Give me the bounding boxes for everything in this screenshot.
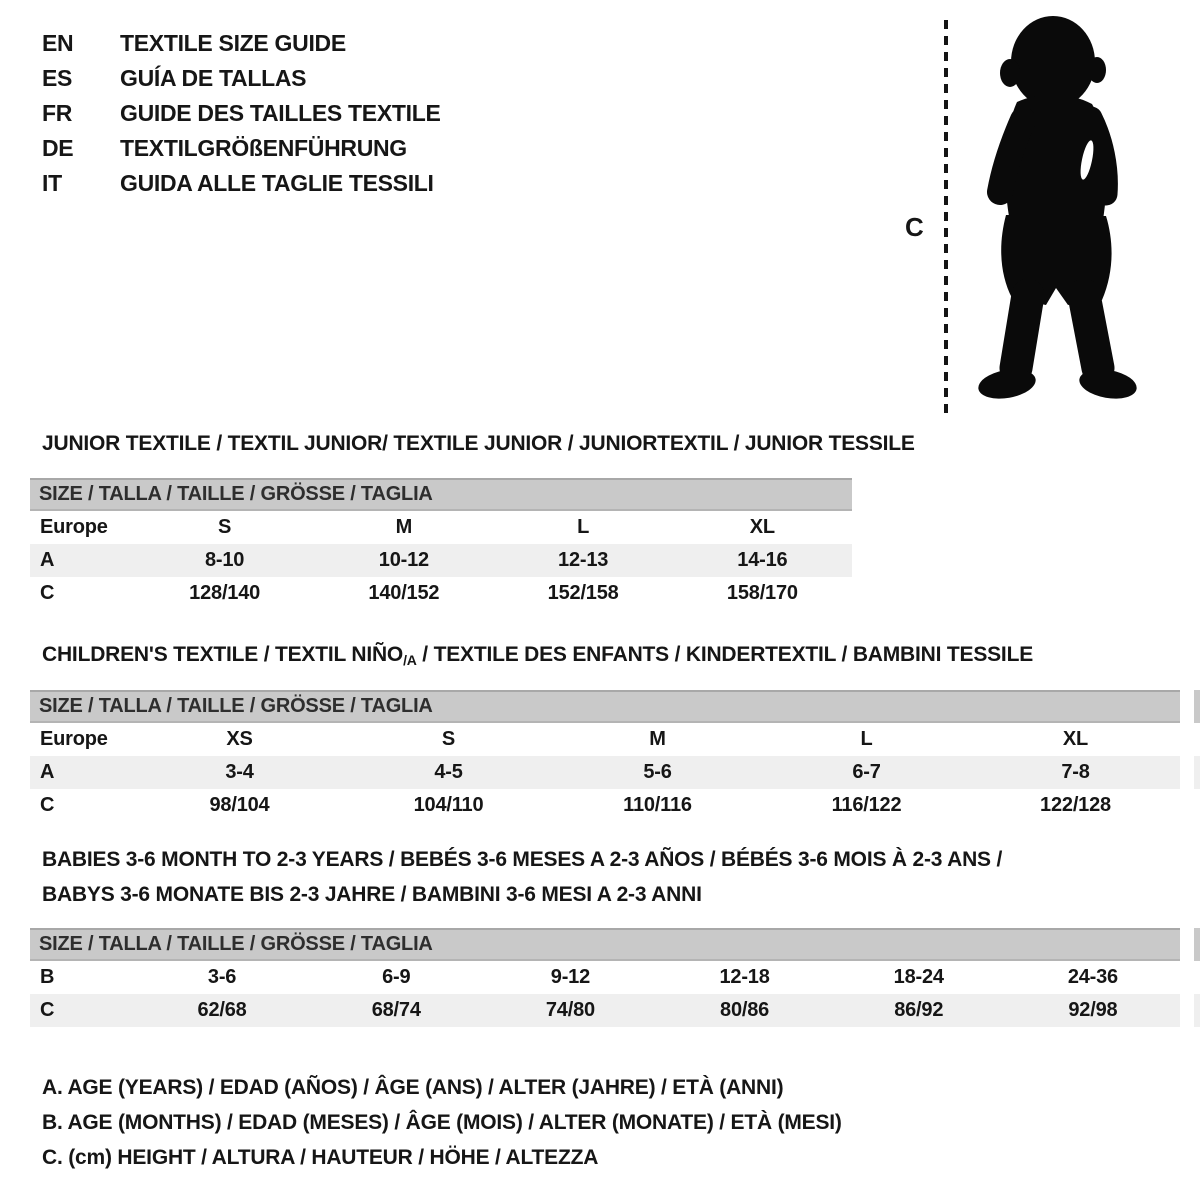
cell-value: 158/170 <box>726 582 798 604</box>
title-line: BABIES 3-6 MONTH TO 2-3 YEARS / BEBÉS 3-6 MESES A 2-3 AÑOS / BÉBÉS 3-6 MOIS À 2-3 ANS / <box>42 848 1003 871</box>
list-item <box>42 26 441 61</box>
cropped-table-sliver <box>1194 756 1200 789</box>
cell-value: S <box>441 728 456 750</box>
cell-value: 92/98 <box>1068 999 1118 1021</box>
cell-value: 7-8 <box>1061 761 1090 783</box>
table-row <box>30 994 1180 1027</box>
language-code: FR <box>42 100 73 126</box>
cell-value: 116/122 <box>831 794 902 816</box>
table-row <box>30 756 1180 789</box>
cell-value: 14-16 <box>737 549 788 571</box>
cell-value: M <box>395 516 413 538</box>
list-item <box>42 96 441 131</box>
junior-size-table <box>30 478 852 610</box>
measure-legend <box>42 1070 842 1175</box>
row-label: Europe <box>40 516 108 538</box>
children-size-table <box>30 690 1180 822</box>
cell-value: 10-12 <box>378 549 429 571</box>
baby-silhouette-icon <box>960 10 1155 420</box>
title-line: BABYS 3-6 MONATE BIS 2-3 JAHRE / BAMBINI 3-6 MESI A 2-3 ANNI <box>42 883 702 906</box>
table-row <box>30 789 1180 822</box>
cell-value: 3-4 <box>225 761 254 783</box>
cell-value: XL <box>1062 728 1089 750</box>
cell-value: 3-6 <box>207 966 237 988</box>
height-measure-label: C <box>905 212 924 242</box>
cell-value: L <box>860 728 873 750</box>
size-header-bar: SIZE / TALLA / TAILLE / GRÖSSE / TAGLIA <box>30 928 1180 961</box>
legend-line-age-years: A. AGE (YEARS) / EDAD (AÑOS) / ÂGE (ANS) / ALTER (JAHRE) / ETÀ (ANNI) <box>42 1075 784 1099</box>
height-measure-dashed-line <box>944 20 948 416</box>
cell-value: 9-12 <box>550 966 591 988</box>
cell-value: 6-9 <box>382 966 411 988</box>
cropped-table-sliver <box>1194 928 1200 961</box>
title-text: CHILDREN'S TEXTILE / TEXTIL NIÑO <box>42 643 404 666</box>
cell-value: 152/158 <box>547 582 619 604</box>
row-label: A <box>40 761 55 783</box>
junior-section-title: JUNIOR TEXTILE / TEXTIL JUNIOR/ TEXTILE JUNIOR / JUNIORTEXTIL / JUNIOR TESSILE <box>42 432 915 455</box>
row-label: C <box>40 999 55 1021</box>
cell-value: 122/128 <box>1040 794 1111 816</box>
row-label: B <box>40 966 55 988</box>
cell-value: 24-36 <box>1067 966 1118 988</box>
title-text: / TEXTILE DES ENFANTS / KINDERTEXTIL / BAMBINI TESSILE <box>416 643 1034 666</box>
table-row <box>30 723 1180 756</box>
cell-value: 98/104 <box>209 794 270 816</box>
children-section-title <box>42 643 1033 668</box>
cell-value: 110/116 <box>623 794 692 816</box>
language-code: DE <box>42 135 74 161</box>
row-label: C <box>40 794 55 816</box>
cell-value: 18-24 <box>893 966 944 988</box>
language-code: IT <box>42 170 62 196</box>
list-item <box>42 166 441 201</box>
cell-value: 74/80 <box>545 999 595 1021</box>
babies-size-table <box>30 928 1180 1027</box>
cell-value: 4-5 <box>434 761 463 783</box>
table-row <box>30 544 852 577</box>
cell-value: S <box>218 516 232 538</box>
row-label: C <box>40 582 55 604</box>
language-title: GUIDE DES TAILLES TEXTILE <box>120 100 441 126</box>
list-item <box>42 131 441 166</box>
cell-value: 12-18 <box>719 966 770 988</box>
cell-value: 62/68 <box>197 999 247 1021</box>
cell-value: L <box>577 516 590 538</box>
row-label: Europe <box>40 728 108 750</box>
language-code: EN <box>42 30 74 56</box>
cell-value: 68/74 <box>371 999 421 1021</box>
cropped-table-sliver <box>1194 690 1200 723</box>
list-item <box>42 61 441 96</box>
language-title: GUIDA ALLE TAGLIE TESSILI <box>120 170 434 196</box>
row-label: A <box>40 549 55 571</box>
babies-section-title <box>42 842 1002 912</box>
cell-value: 80/86 <box>720 999 770 1021</box>
cell-value: M <box>649 728 666 750</box>
cell-value: 6-7 <box>852 761 881 783</box>
language-code: ES <box>42 65 73 91</box>
language-title: TEXTILE SIZE GUIDE <box>120 30 346 56</box>
title-subscript: /A <box>403 652 417 668</box>
table-row <box>30 577 852 610</box>
cell-value: 140/152 <box>368 582 440 604</box>
cropped-table-sliver <box>1194 994 1200 1027</box>
legend-line-age-months: B. AGE (MONTHS) / EDAD (MESES) / ÂGE (MOIS) / ALTER (MONATE) / ETÀ (MESI) <box>42 1110 842 1134</box>
cell-value: 12-13 <box>558 549 609 571</box>
size-header-bar: SIZE / TALLA / TAILLE / GRÖSSE / TAGLIA <box>30 478 852 511</box>
cell-value: 86/92 <box>894 999 944 1021</box>
cell-value: XL <box>749 516 775 538</box>
cell-value: 8-10 <box>205 549 245 571</box>
language-title-list <box>42 26 441 201</box>
table-row <box>30 511 852 544</box>
cell-value: 128/140 <box>189 582 261 604</box>
cell-value: 5-6 <box>643 761 672 783</box>
cell-value: XS <box>226 728 253 750</box>
size-header-bar: SIZE / TALLA / TAILLE / GRÖSSE / TAGLIA <box>30 690 1180 723</box>
cell-value: 104/110 <box>413 794 484 816</box>
language-title: TEXTILGRÖßENFÜHRUNG <box>120 135 407 161</box>
legend-line-height-cm: C. (cm) HEIGHT / ALTURA / HAUTEUR / HÖHE / ALTEZZA <box>42 1145 599 1169</box>
language-title: GUÍA DE TALLAS <box>120 65 307 91</box>
table-row <box>30 961 1180 994</box>
